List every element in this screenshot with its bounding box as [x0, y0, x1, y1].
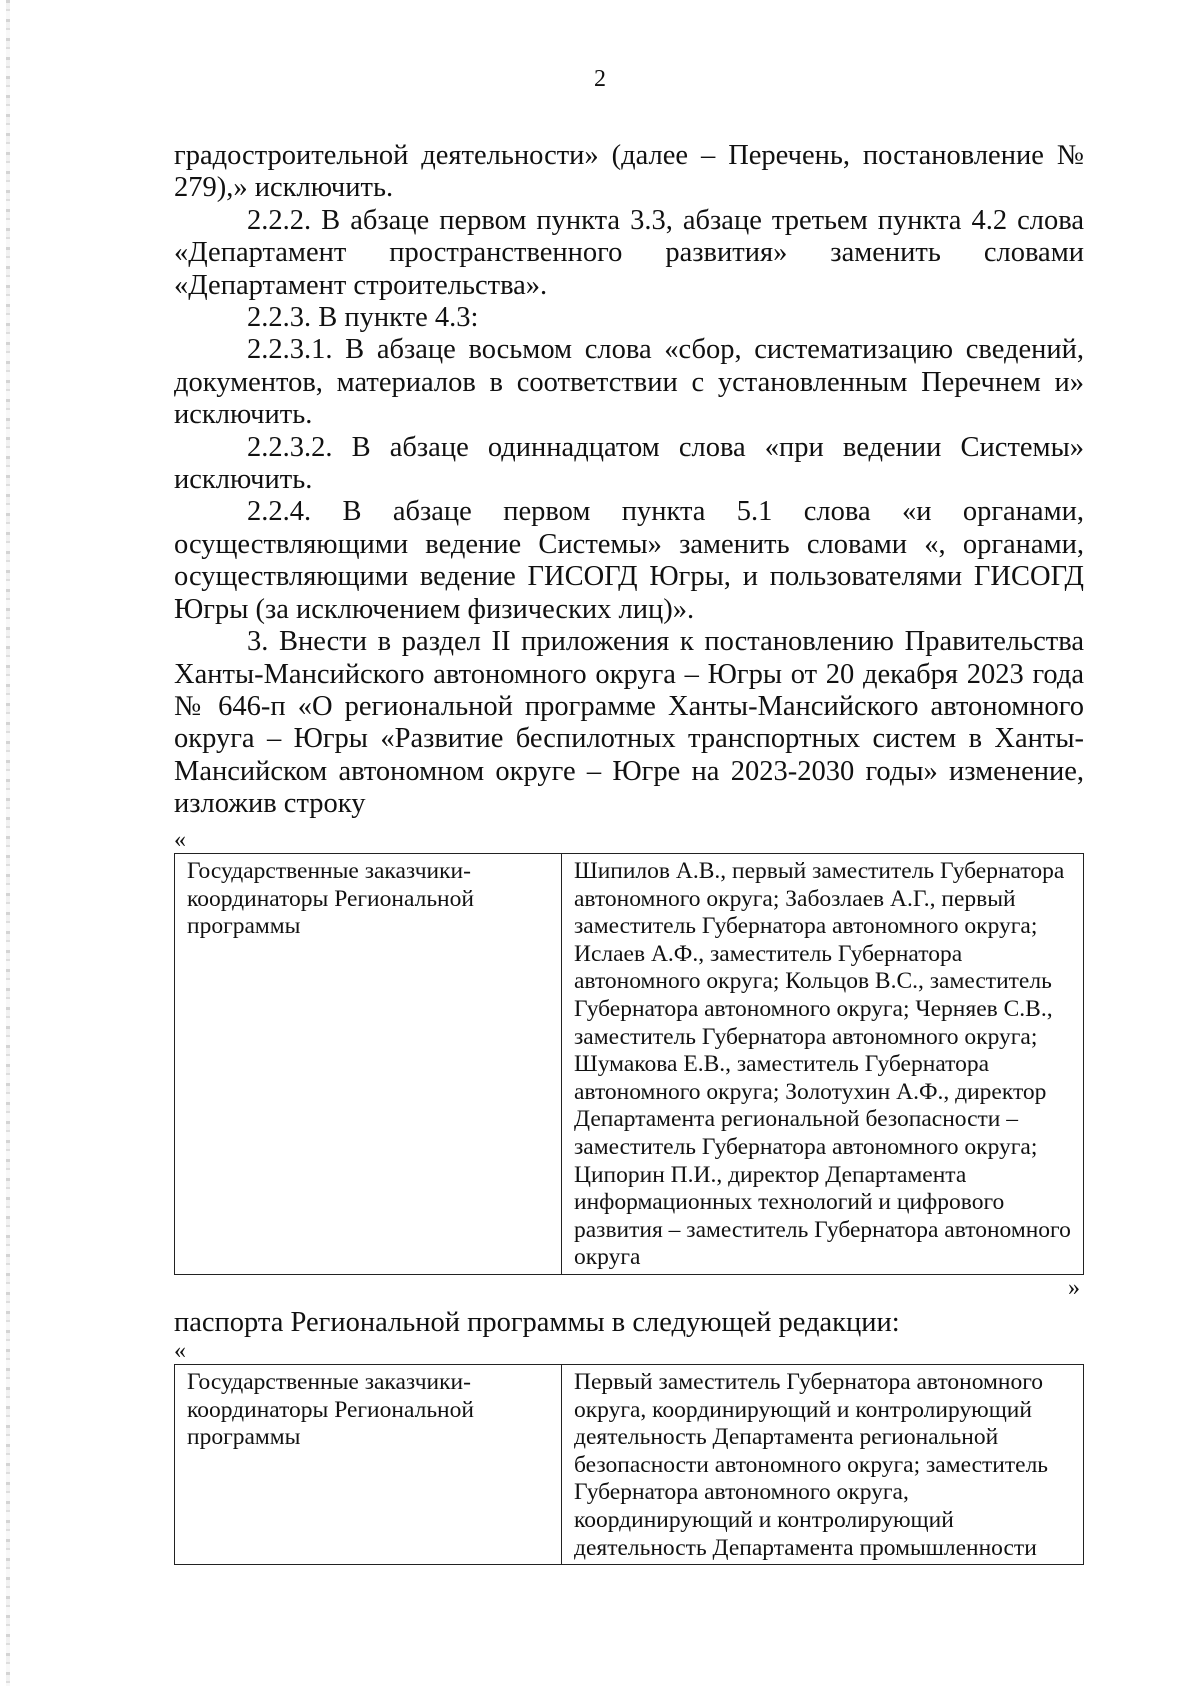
table1-left-cell: Государственные заказчики-координаторы Региональной программы: [175, 854, 562, 1275]
between-text: паспорта Региональной программы в следующей редакции:: [174, 1307, 900, 1338]
open-quote-1: «: [174, 827, 186, 853]
close-quote-1: »: [1068, 1275, 1080, 1301]
paragraph-1: градостроительной деятельности» (далее – Перечень, постановление № 279),» исключить.: [174, 140, 1084, 204]
table-row: [175, 854, 1084, 1275]
paragraph-3: 2.2.3. В пункте 4.3:: [247, 302, 479, 334]
paragraph-5: 2.2.3.2. В абзаце одиннадцатом слова «при ведении Системы» исключить.: [174, 431, 1084, 496]
paragraph-2: 2.2.2. В абзаце первом пункта 3.3, абзаце третьем пункта 4.2 слова «Департамент пространственного развития» заменить словами «Департамент строительства».: [174, 204, 1084, 301]
table-row: [175, 1365, 1084, 1565]
table-new-row: [174, 1364, 1084, 1565]
paragraph-6: 2.2.4. В абзаце первом пункта 5.1 слова «и органами, осуществляющими ведение Системы» заменить словами «, органами, осуществляющими ведение ГИСОГД Югры, и пользователями ГИСОГД Югры (за исключением физических лиц)».: [174, 496, 1084, 625]
table-original-row: [174, 853, 1084, 1275]
table1-right-cell: Шипилов А.В., первый заместитель Губернатора автономного округа; Забозлаев А.Г., первый заместитель Губернатора автономного округа; Ислаев А.Ф., заместитель Губернатора автономного округа; Кольцов В.С., заместитель Губернатора автономного округа; Черняев С.В., заместитель Губернатора автономного округа; Шумакова Е.В., заместитель Губернатора автономного округа; Золотухин А.Ф., директор Департамента региональной безопасности – заместитель Губернатора автономного округа; Ципорин П.И., директор Департамента информационных технологий и цифрового развития – заместитель Губернатора автономного округа: [562, 854, 1084, 1275]
open-quote-2: «: [174, 1338, 186, 1364]
paragraph-4: 2.2.3.1. В абзаце восьмом слова «сбор, систематизацию сведений, документов, материалов в соответствии с установленным Перечнем и» исключить.: [174, 334, 1084, 431]
body-text: [174, 140, 1084, 821]
table2-right-cell: Первый заместитель Губернатора автономного округа, координирующий и контролирующий деятельность Департамента региональной безопасности автономного округа; заместитель Губернатора автономного округа, координирующий и контролирующий деятельность Департамента промышленности: [562, 1365, 1084, 1565]
paragraph-7: 3. Внести в раздел II приложения к постановлению Правительства Ханты-Мансийского автономного округа – Югры от 20 декабря 2023 года № 646-п «О региональной программе Ханты-Мансийского автономного округа – Югры «Развитие беспилотных транспортных систем в Ханты-Мансийском автономном округе – Югре на 2023-2030 годы» изменение, изложив строку: [174, 626, 1084, 820]
scan-edge: [6, 0, 10, 1686]
table2-left-cell: Государственные заказчики-координаторы Региональной программы: [175, 1365, 562, 1565]
page-number: 2: [594, 66, 606, 92]
